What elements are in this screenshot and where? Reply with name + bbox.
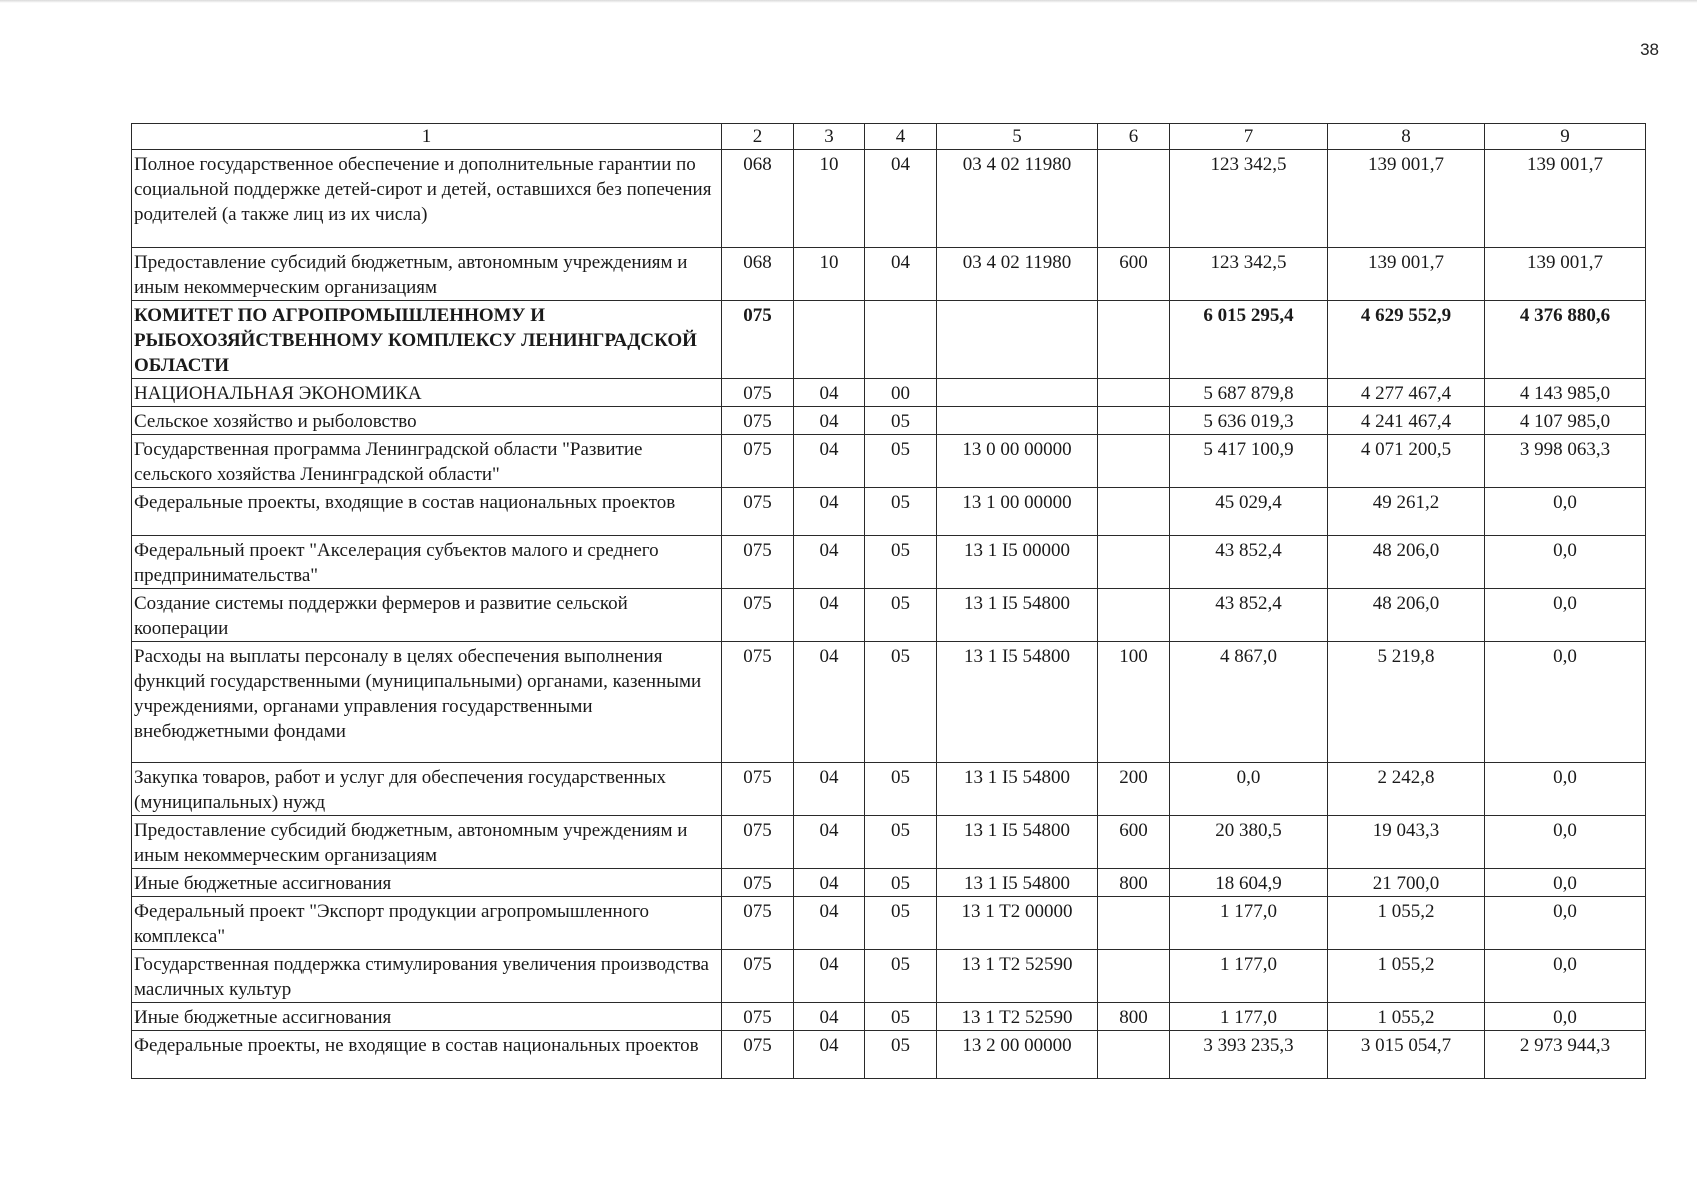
cell-amount-col8: 4 241 467,4 <box>1328 407 1485 435</box>
cell-subsection-code: 05 <box>865 435 937 488</box>
cell-amount-col9: 4 376 880,6 <box>1485 301 1646 379</box>
cell-amount-col9: 0,0 <box>1485 816 1646 869</box>
column-header: 5 <box>937 124 1098 150</box>
cell-target-article: 13 2 00 00000 <box>937 1031 1098 1079</box>
cell-ministry-code: 075 <box>722 407 794 435</box>
cell-amount-col7: 5 636 019,3 <box>1170 407 1328 435</box>
cell-section-code: 04 <box>794 435 865 488</box>
cell-subsection-code: 05 <box>865 763 937 816</box>
cell-amount-col8: 139 001,7 <box>1328 248 1485 301</box>
cell-target-article: 13 1 I5 54800 <box>937 642 1098 763</box>
table-row <box>132 869 1646 897</box>
cell-section-code: 04 <box>794 869 865 897</box>
cell-amount-col8: 4 277 467,4 <box>1328 379 1485 407</box>
cell-expense-type: 800 <box>1098 1003 1170 1031</box>
cell-amount-col7: 0,0 <box>1170 763 1328 816</box>
cell-section-code <box>794 301 865 379</box>
column-header: 8 <box>1328 124 1485 150</box>
cell-amount-col7: 3 393 235,3 <box>1170 1031 1328 1079</box>
cell-amount-col9: 4 143 985,0 <box>1485 379 1646 407</box>
cell-expense-type <box>1098 536 1170 589</box>
table-row <box>132 589 1646 642</box>
cell-subsection-code: 00 <box>865 379 937 407</box>
cell-amount-col8: 1 055,2 <box>1328 1003 1485 1031</box>
cell-amount-col9: 0,0 <box>1485 642 1646 763</box>
cell-section-code: 04 <box>794 897 865 950</box>
cell-expense-type <box>1098 897 1170 950</box>
cell-subsection-code: 05 <box>865 816 937 869</box>
cell-amount-col8: 21 700,0 <box>1328 869 1485 897</box>
cell-subsection-code: 05 <box>865 869 937 897</box>
cell-expense-type: 600 <box>1098 248 1170 301</box>
table-row <box>132 407 1646 435</box>
cell-section-code: 04 <box>794 642 865 763</box>
cell-target-article: 03 4 02 11980 <box>937 248 1098 301</box>
cell-amount-col9: 0,0 <box>1485 536 1646 589</box>
cell-amount-col7: 18 604,9 <box>1170 869 1328 897</box>
cell-expense-type <box>1098 1031 1170 1079</box>
cell-target-article: 13 1 T2 52590 <box>937 1003 1098 1031</box>
cell-section-code: 04 <box>794 763 865 816</box>
cell-subsection-code: 04 <box>865 150 937 248</box>
table-row <box>132 248 1646 301</box>
cell-expense-type: 600 <box>1098 816 1170 869</box>
cell-section-code: 04 <box>794 379 865 407</box>
row-name: Федеральные проекты, не входящие в состав национальных проектов <box>132 1031 722 1079</box>
table-row <box>132 816 1646 869</box>
cell-target-article: 13 1 I5 54800 <box>937 816 1098 869</box>
cell-subsection-code: 05 <box>865 589 937 642</box>
cell-target-article <box>937 407 1098 435</box>
cell-ministry-code: 075 <box>722 435 794 488</box>
table-row <box>132 950 1646 1003</box>
table-row <box>132 642 1646 763</box>
cell-amount-col9: 4 107 985,0 <box>1485 407 1646 435</box>
cell-ministry-code: 068 <box>722 150 794 248</box>
column-header: 3 <box>794 124 865 150</box>
cell-ministry-code: 068 <box>722 248 794 301</box>
cell-ministry-code: 075 <box>722 488 794 536</box>
cell-amount-col7: 4 867,0 <box>1170 642 1328 763</box>
cell-amount-col7: 123 342,5 <box>1170 150 1328 248</box>
cell-amount-col7: 43 852,4 <box>1170 589 1328 642</box>
cell-target-article: 13 1 I5 54800 <box>937 869 1098 897</box>
cell-amount-col8: 5 219,8 <box>1328 642 1485 763</box>
row-name: Федеральный проект "Акселерация субъектов малого и среднего предпринимательства" <box>132 536 722 589</box>
cell-ministry-code: 075 <box>722 642 794 763</box>
cell-amount-col9: 0,0 <box>1485 897 1646 950</box>
row-name: Расходы на выплаты персоналу в целях обеспечения выполнения функций государственными (муниципальными) органами, казенными учреждениями, органами управления государственными внебюджетными фондами <box>132 642 722 763</box>
cell-amount-col8: 1 055,2 <box>1328 950 1485 1003</box>
cell-section-code: 04 <box>794 816 865 869</box>
cell-ministry-code: 075 <box>722 816 794 869</box>
header-row <box>132 124 1646 150</box>
cell-amount-col7: 1 177,0 <box>1170 1003 1328 1031</box>
row-name: Иные бюджетные ассигнования <box>132 869 722 897</box>
cell-amount-col9: 0,0 <box>1485 869 1646 897</box>
cell-amount-col8: 3 015 054,7 <box>1328 1031 1485 1079</box>
cell-amount-col8: 4 071 200,5 <box>1328 435 1485 488</box>
cell-amount-col7: 5 417 100,9 <box>1170 435 1328 488</box>
cell-target-article: 13 0 00 00000 <box>937 435 1098 488</box>
table-row <box>132 536 1646 589</box>
cell-target-article: 13 1 00 00000 <box>937 488 1098 536</box>
cell-target-article: 13 1 I5 54800 <box>937 763 1098 816</box>
cell-amount-col7: 20 380,5 <box>1170 816 1328 869</box>
cell-amount-col9: 139 001,7 <box>1485 150 1646 248</box>
row-name: КОМИТЕТ ПО АГРОПРОМЫШЛЕННОМУ И РЫБОХОЗЯЙСТВЕННОМУ КОМПЛЕКСУ ЛЕНИНГРАДСКОЙ ОБЛАСТИ <box>132 301 722 379</box>
table-row <box>132 150 1646 248</box>
table-row <box>132 379 1646 407</box>
cell-amount-col7: 43 852,4 <box>1170 536 1328 589</box>
row-name: Иные бюджетные ассигнования <box>132 1003 722 1031</box>
cell-section-code: 04 <box>794 950 865 1003</box>
row-name: Полное государственное обеспечение и дополнительные гарантии по социальной поддержке детей-сирот и детей, оставшихся без попечения родителей (а также лиц из их числа) <box>132 150 722 248</box>
cell-amount-col7: 45 029,4 <box>1170 488 1328 536</box>
cell-target-article: 13 1 T2 52590 <box>937 950 1098 1003</box>
cell-expense-type <box>1098 301 1170 379</box>
cell-section-code: 10 <box>794 150 865 248</box>
cell-expense-type: 200 <box>1098 763 1170 816</box>
cell-target-article: 13 1 I5 54800 <box>937 589 1098 642</box>
budget-table <box>131 123 1646 1079</box>
cell-amount-col9: 0,0 <box>1485 1003 1646 1031</box>
cell-amount-col8: 1 055,2 <box>1328 897 1485 950</box>
cell-subsection-code: 05 <box>865 536 937 589</box>
cell-ministry-code: 075 <box>722 763 794 816</box>
cell-ministry-code: 075 <box>722 1003 794 1031</box>
cell-target-article <box>937 301 1098 379</box>
cell-amount-col9: 0,0 <box>1485 589 1646 642</box>
scan-top-edge <box>0 0 1697 3</box>
table-row <box>132 763 1646 816</box>
cell-amount-col7: 123 342,5 <box>1170 248 1328 301</box>
cell-expense-type <box>1098 150 1170 248</box>
cell-section-code: 04 <box>794 407 865 435</box>
row-name: Федеральные проекты, входящие в состав национальных проектов <box>132 488 722 536</box>
cell-ministry-code: 075 <box>722 536 794 589</box>
page-number: 38 <box>1640 40 1659 59</box>
row-name: НАЦИОНАЛЬНАЯ ЭКОНОМИКА <box>132 379 722 407</box>
cell-amount-col7: 1 177,0 <box>1170 950 1328 1003</box>
row-name: Создание системы поддержки фермеров и развитие сельской кооперации <box>132 589 722 642</box>
cell-section-code: 04 <box>794 589 865 642</box>
cell-section-code: 10 <box>794 248 865 301</box>
cell-expense-type <box>1098 488 1170 536</box>
cell-ministry-code: 075 <box>722 379 794 407</box>
column-header: 4 <box>865 124 937 150</box>
cell-amount-col8: 2 242,8 <box>1328 763 1485 816</box>
cell-target-article: 03 4 02 11980 <box>937 150 1098 248</box>
row-name: Сельское хозяйство и рыболовство <box>132 407 722 435</box>
cell-amount-col8: 19 043,3 <box>1328 816 1485 869</box>
table-row <box>132 897 1646 950</box>
cell-ministry-code: 075 <box>722 897 794 950</box>
cell-amount-col9: 2 973 944,3 <box>1485 1031 1646 1079</box>
cell-expense-type: 800 <box>1098 869 1170 897</box>
row-name: Закупка товаров, работ и услуг для обеспечения государственных (муниципальных) нужд <box>132 763 722 816</box>
cell-expense-type <box>1098 589 1170 642</box>
cell-ministry-code: 075 <box>722 950 794 1003</box>
row-name: Предоставление субсидий бюджетным, автономным учреждениям и иным некоммерческим организациям <box>132 816 722 869</box>
table-row <box>132 1003 1646 1031</box>
column-header: 7 <box>1170 124 1328 150</box>
column-header: 1 <box>132 124 722 150</box>
cell-subsection-code: 05 <box>865 642 937 763</box>
cell-amount-col7: 6 015 295,4 <box>1170 301 1328 379</box>
cell-ministry-code: 075 <box>722 869 794 897</box>
table-body <box>132 150 1646 1079</box>
cell-ministry-code: 075 <box>722 589 794 642</box>
cell-subsection-code: 05 <box>865 407 937 435</box>
cell-subsection-code: 05 <box>865 488 937 536</box>
cell-expense-type: 100 <box>1098 642 1170 763</box>
cell-amount-col7: 1 177,0 <box>1170 897 1328 950</box>
cell-target-article: 13 1 I5 00000 <box>937 536 1098 589</box>
table-row <box>132 1031 1646 1079</box>
cell-amount-col8: 48 206,0 <box>1328 589 1485 642</box>
cell-amount-col8: 4 629 552,9 <box>1328 301 1485 379</box>
cell-amount-col7: 5 687 879,8 <box>1170 379 1328 407</box>
cell-section-code: 04 <box>794 1031 865 1079</box>
table-row <box>132 301 1646 379</box>
row-name: Государственная программа Ленинградской области "Развитие сельского хозяйства Ленинградской области" <box>132 435 722 488</box>
cell-amount-col8: 49 261,2 <box>1328 488 1485 536</box>
cell-amount-col9: 139 001,7 <box>1485 248 1646 301</box>
cell-target-article: 13 1 T2 00000 <box>937 897 1098 950</box>
cell-section-code: 04 <box>794 1003 865 1031</box>
column-header: 9 <box>1485 124 1646 150</box>
cell-amount-col9: 3 998 063,3 <box>1485 435 1646 488</box>
cell-expense-type <box>1098 379 1170 407</box>
row-name: Федеральный проект "Экспорт продукции агропромышленного комплекса" <box>132 897 722 950</box>
cell-subsection-code: 05 <box>865 1003 937 1031</box>
cell-subsection-code: 04 <box>865 248 937 301</box>
cell-amount-col8: 48 206,0 <box>1328 536 1485 589</box>
cell-section-code: 04 <box>794 536 865 589</box>
table-row <box>132 435 1646 488</box>
cell-amount-col9: 0,0 <box>1485 488 1646 536</box>
cell-subsection-code: 05 <box>865 1031 937 1079</box>
cell-subsection-code: 05 <box>865 897 937 950</box>
row-name: Предоставление субсидий бюджетным, автономным учреждениям и иным некоммерческим организациям <box>132 248 722 301</box>
column-header: 2 <box>722 124 794 150</box>
cell-subsection-code <box>865 301 937 379</box>
row-name: Государственная поддержка стимулирования увеличения производства масличных культур <box>132 950 722 1003</box>
cell-ministry-code: 075 <box>722 301 794 379</box>
column-header: 6 <box>1098 124 1170 150</box>
cell-expense-type <box>1098 407 1170 435</box>
cell-amount-col9: 0,0 <box>1485 950 1646 1003</box>
cell-amount-col9: 0,0 <box>1485 763 1646 816</box>
cell-subsection-code: 05 <box>865 950 937 1003</box>
table-row <box>132 488 1646 536</box>
cell-amount-col8: 139 001,7 <box>1328 150 1485 248</box>
cell-expense-type <box>1098 435 1170 488</box>
cell-section-code: 04 <box>794 488 865 536</box>
cell-expense-type <box>1098 950 1170 1003</box>
cell-ministry-code: 075 <box>722 1031 794 1079</box>
cell-target-article <box>937 379 1098 407</box>
